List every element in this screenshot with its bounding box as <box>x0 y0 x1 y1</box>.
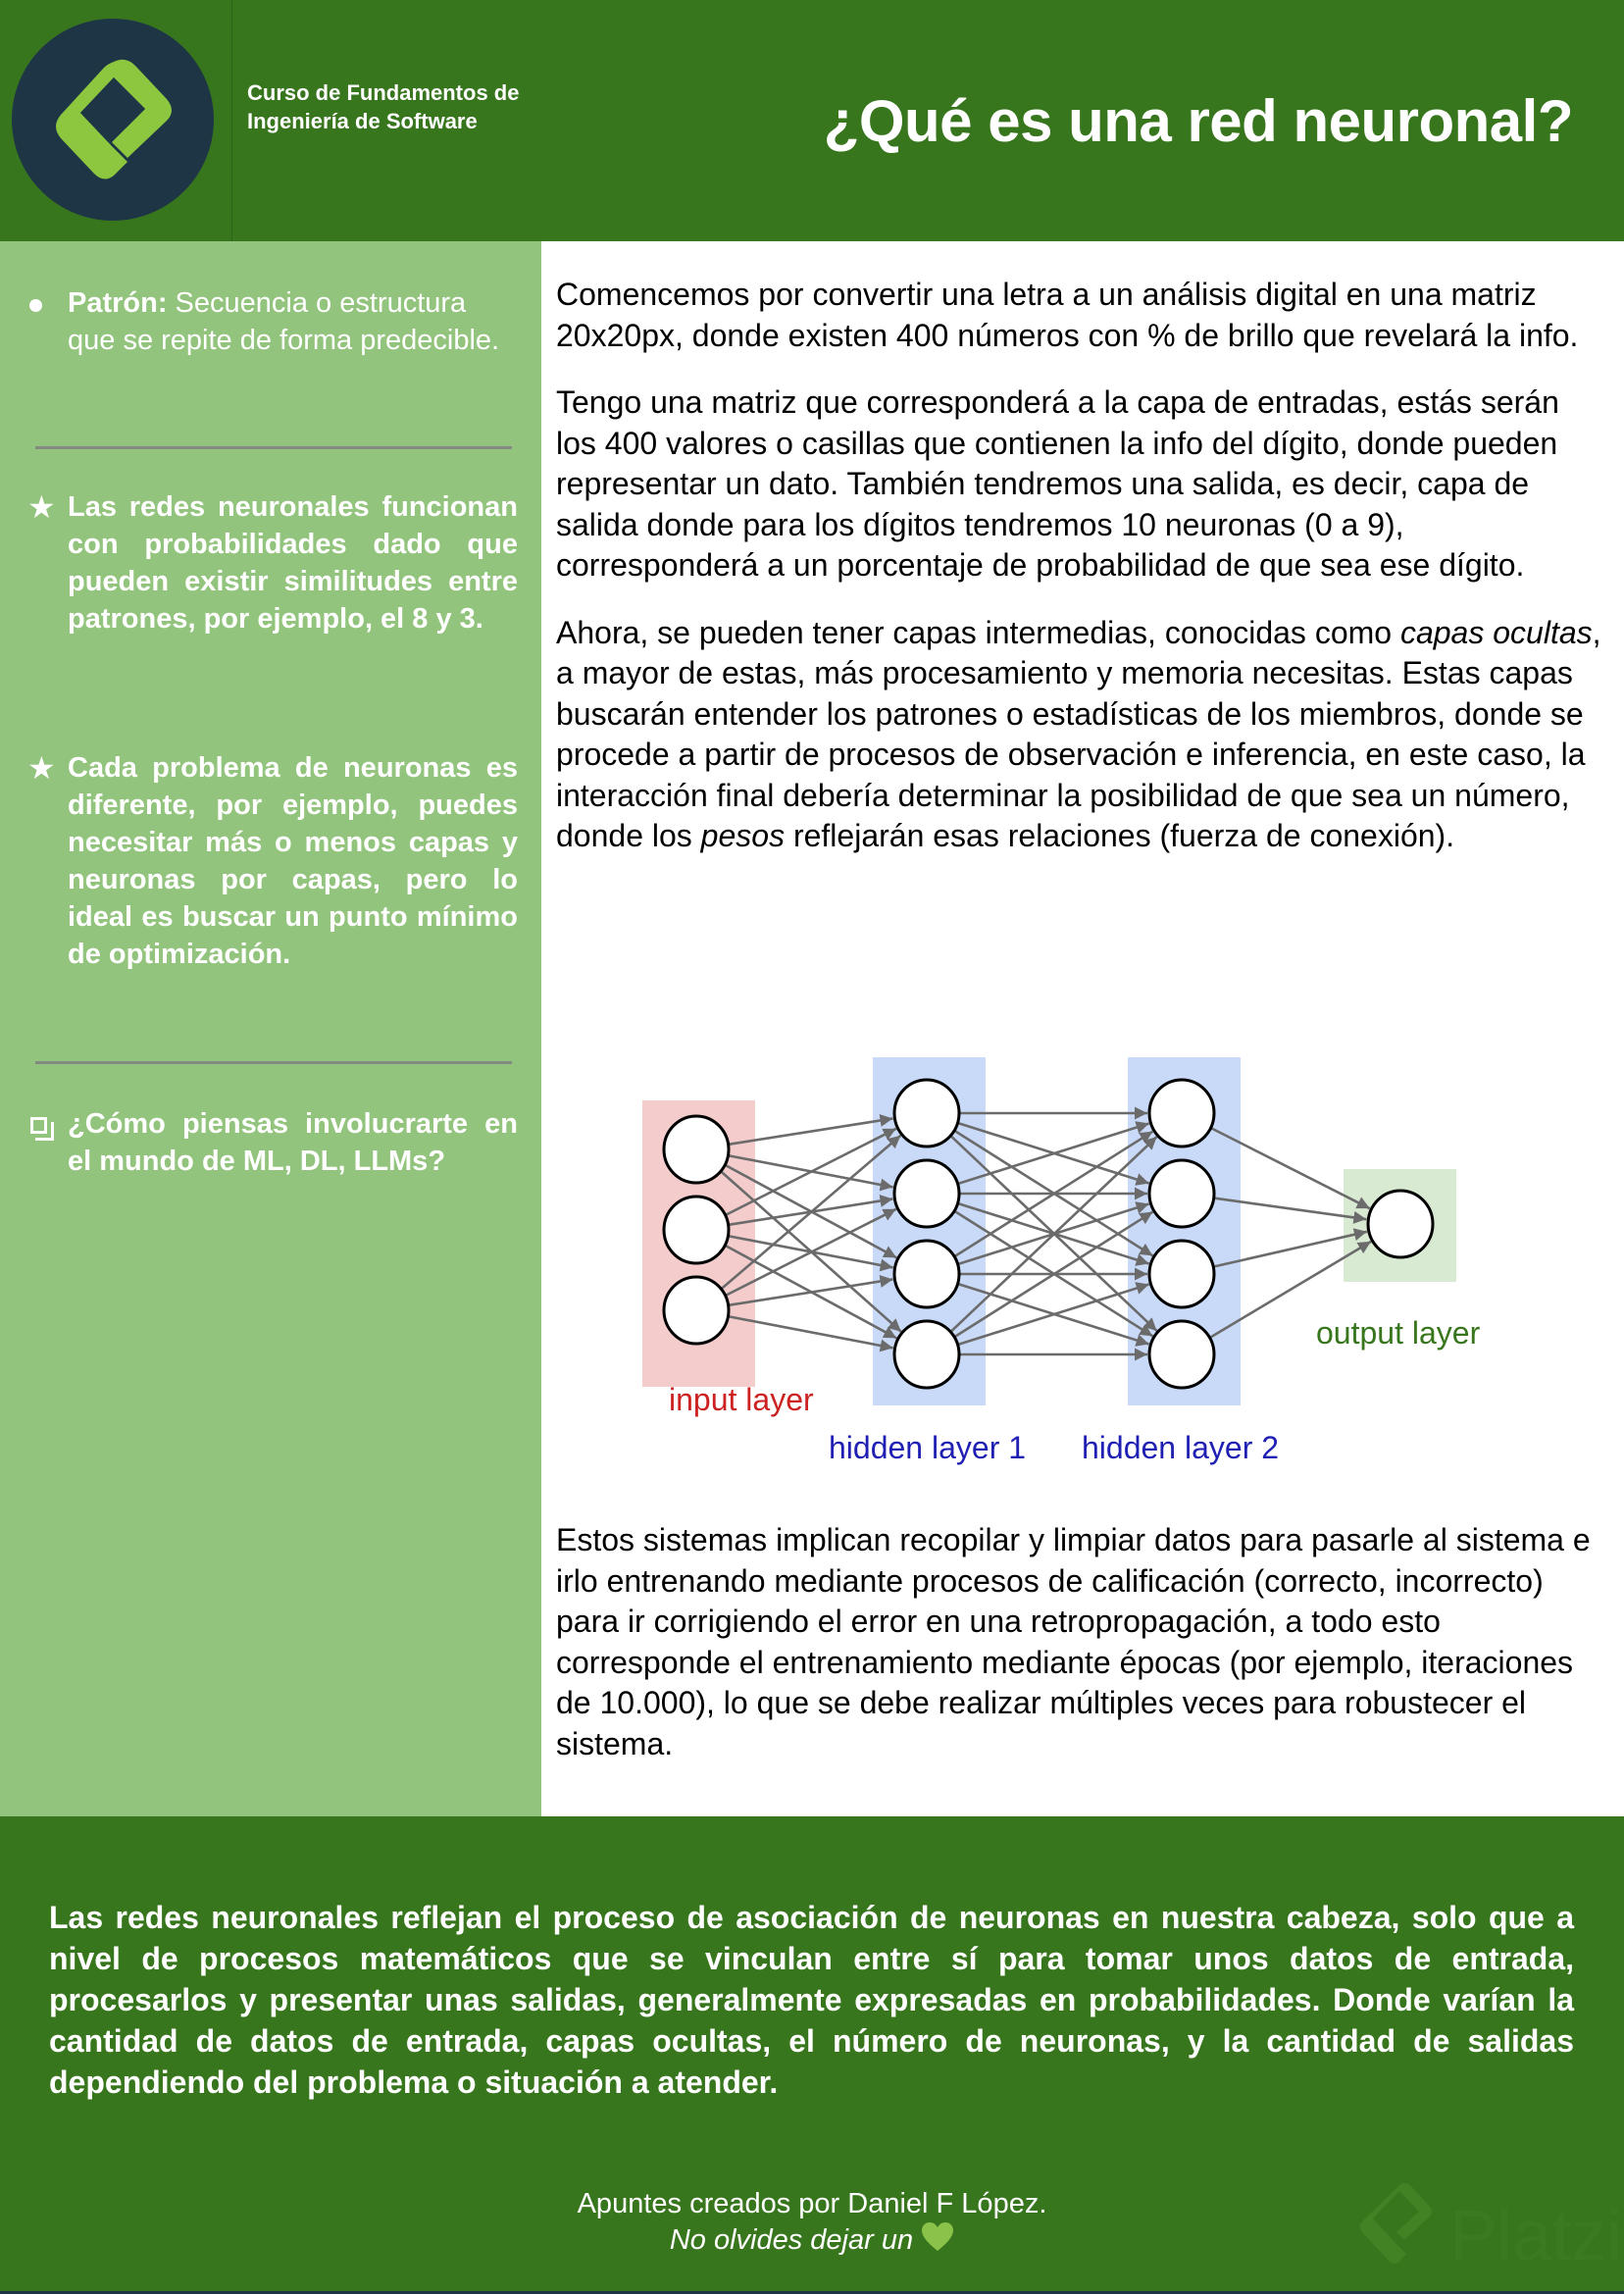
paragraph-input-output: Tengo una matriz que corresponderá a la capa de entradas, estás serán los 400 valores o casillas que contienen la info del dígito, donde pueden representar un dato. También tendremos una salida, es decir, capa de salida donde para los dígitos tendremos 10 neuronas (0 a 9), corresponderá a un porcentaje de probabilidad de que sea ese dígito. <box>556 384 1559 583</box>
hidden-layer-2-neuron <box>1149 1321 1214 1388</box>
hidden-layer-1-neuron <box>894 1080 959 1147</box>
reminder-text: No olvides dejar un <box>669 2224 914 2256</box>
sidebar <box>0 241 541 1816</box>
paragraph-hidden-layers: Ahora, se pueden tener capas intermedias, conocidas como capas ocultas, a mayor de estas, más procesamiento y memoria necesitas. Estas capas buscarán entender los patrones o estadísticas de los miembros, donde se procede a partir de procesos de observación e inferencia, en este caso, la interacción final debería determinar la posibilidad de que sea un número, donde los pesos reflejarán esas relaciones (fuerza de conexión). <box>556 614 1601 853</box>
star-icon: ★ <box>27 750 56 786</box>
course-logo <box>12 19 214 221</box>
author-credit: Apuntes creados por Daniel F López. <box>577 2188 1047 2219</box>
sidebar-item-pattern-definition <box>27 284 518 359</box>
neural-network-diagram <box>608 1040 1510 1491</box>
sidebar-item-question: ¿Cómo piensas involucrarte en el mundo de ML, DL, LLMs? <box>27 1105 518 1180</box>
term-label: Patrón: <box>68 287 168 319</box>
input-layer-neuron <box>664 1277 729 1344</box>
platzi-logo-icon <box>12 19 214 221</box>
checkbox-icon <box>27 1105 67 1144</box>
hidden-layer-1-label: hidden layer 1 <box>829 1430 1027 1465</box>
term-pesos: pesos <box>700 818 786 853</box>
page-title: ¿Qué es una red neuronal? <box>823 88 1573 154</box>
green-heart-icon <box>921 2221 954 2253</box>
platzi-watermark-icon <box>1336 2179 1624 2287</box>
sidebar-item-probabilities: ★ Las redes neuronales funcionan con probabilidades dado que pueden existir similitudes entre patrones, por ejemplo, el 8 y 3. <box>27 489 518 635</box>
input-layer-neuron <box>664 1197 729 1263</box>
summary-text: Las redes neuronales reflejan el proceso de asociación de neuronas en nuestra cabeza, solo que a nivel de procesos matemáticos que se vinculan entre sí para tomar unos datos de entrada, procesarlos y presentar unas salidas, generalmente expresadas en probabilidades. Donde varían la cantidad de datos de entrada, capas ocultas, el número de neuronas, y la cantidad de salidas dependiendo del problema o situación a atender. <box>49 1900 1574 2100</box>
hidden-layer-1-neuron <box>894 1160 959 1227</box>
paragraph-training: Estos sistemas implican recopilar y limpiar datos para pasarle al sistema e irlo entrenando mediante procesos de calificación (correcto, incorrecto) para ir corrigiendo el error en una retropropagación, a todo esto corresponde el entrenamiento mediante épocas (por ejemplo, iteraciones de 10.000), lo que se debe realizar múltiples veces para robustecer el sistema. <box>556 1522 1591 1761</box>
output-layer-neuron <box>1368 1191 1433 1257</box>
header-divider <box>231 0 232 241</box>
divider <box>35 446 512 449</box>
neural-network-svg <box>608 1040 1510 1491</box>
term-capas-ocultas: capas ocultas <box>1399 614 1593 650</box>
hidden-layer-2-neuron <box>1149 1080 1214 1147</box>
bullet-dot-icon <box>27 284 67 322</box>
star-icon: ★ <box>27 489 56 525</box>
course-name: Curso de Fundamentos de Ingeniería de Software <box>247 80 520 133</box>
hidden-layer-2-label: hidden layer 2 <box>1082 1430 1280 1465</box>
sidebar-item-each-problem: ★ Cada problema de neuronas es diferente, por ejemplo, puedes necesitar más o menos capas y neuronas por capas, pero lo ideal es buscar un punto mínimo de optimización. <box>27 750 518 970</box>
term-definition: Secuencia o estructura que se repite de forma predecible. <box>68 287 500 356</box>
output-layer-label: output layer <box>1316 1315 1481 1351</box>
svg-text:Platzi: Platzi <box>1449 2197 1623 2275</box>
main-content <box>556 275 1605 884</box>
hidden-layer-1-neuron <box>894 1241 959 1307</box>
hidden-layer-1-neuron <box>894 1321 959 1388</box>
divider <box>35 1061 512 1064</box>
input-layer-label: input layer <box>669 1382 814 1417</box>
hidden-layer-2-neuron <box>1149 1160 1214 1227</box>
hidden-layer-2-neuron <box>1149 1241 1214 1307</box>
input-layer-neuron <box>664 1116 729 1183</box>
header <box>0 0 1624 241</box>
paragraph-intro: Comencemos por convertir una letra a un análisis digital en una matriz 20x20px, donde existen 400 números con % de brillo que revelará la info. <box>556 277 1579 353</box>
